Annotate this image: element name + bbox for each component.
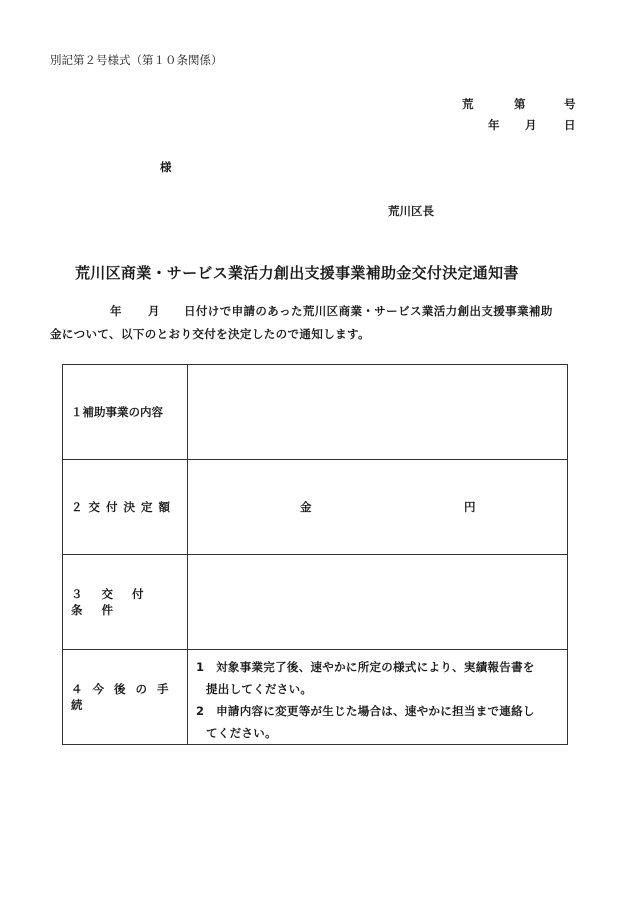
table-row xyxy=(63,460,568,555)
date-month: 月 xyxy=(525,118,537,132)
doc-number-prefix: 荒 xyxy=(462,97,474,111)
amount-kin: 金 xyxy=(300,500,312,514)
amount-cell xyxy=(188,460,568,555)
form-number: 別記第２号様式（第１０条関係） xyxy=(50,53,223,67)
doc-number-dai: 第 xyxy=(514,97,526,111)
row-label-procedures: ４今後の手続 xyxy=(63,650,188,745)
row-label-content: １補助事業の内容 xyxy=(63,365,188,460)
doc-number-go: 号 xyxy=(564,97,576,111)
amount-yen: 円 xyxy=(464,500,476,514)
procedure-item-1: 1 対象事業完了後、速やかに所定の様式により、実績報告書を xyxy=(196,660,535,674)
body-year: 年 xyxy=(110,304,122,318)
row-label-amount: ２交付決定額 xyxy=(63,460,188,555)
table-row xyxy=(63,555,568,650)
issuer: 荒川区長 xyxy=(388,204,434,218)
table-row xyxy=(63,650,568,745)
table-row xyxy=(63,365,568,460)
body-month: 月 xyxy=(148,304,160,318)
date-day: 日 xyxy=(564,118,576,132)
conditions-cell xyxy=(188,555,568,650)
procedures-cell xyxy=(188,650,568,745)
procedure-item-2-cont: てください。 xyxy=(206,726,277,740)
decision-table xyxy=(62,364,568,745)
body-line-1-text: 日付けで申請のあった荒川区商業・サービス業活力創出支援事業補助 xyxy=(184,304,553,318)
date-year: 年 xyxy=(488,118,500,132)
addressee: 様 xyxy=(160,160,172,174)
content-cell xyxy=(188,365,568,460)
procedure-item-1-cont: 提出してください。 xyxy=(206,682,313,696)
row-label-conditions: ３交付条件 xyxy=(63,555,188,650)
document-title: 荒川区商業・サービス業活力創出支援事業補助金交付決定通知書 xyxy=(75,264,519,282)
body-line-2: 金について、以下のとおり交付を決定したので通知します。 xyxy=(50,327,370,341)
procedure-item-2: 2 申請内容に変更等が生じた場合は、速やかに担当まで連絡し xyxy=(196,704,535,718)
